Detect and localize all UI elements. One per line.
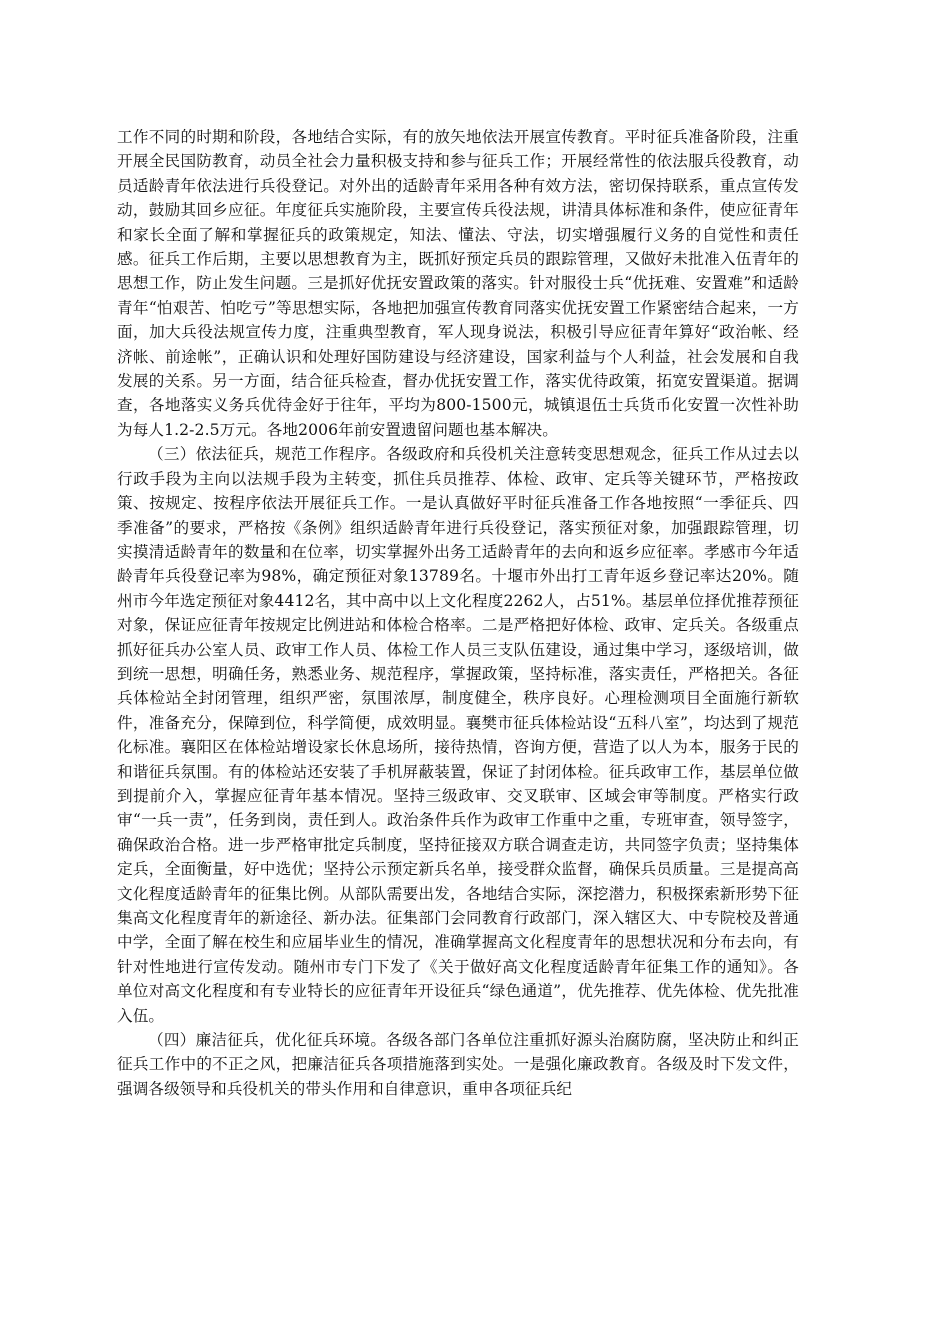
paragraph-continuation: 工作不同的时期和阶段，各地结合实际，有的放矢地依法开展宣传教育。平时征兵准备阶段，注重开展全民国防教育，动员全社会力量积极支持和参与征兵工作；开展经常性的依法服兵役教育，动员适龄青年依法进行兵役登记。对外出的适龄青年采用各种有效方法，密切保持联系，重点宣传发动，鼓励其回乡应征。年度征兵实施阶段，主要宣传兵役法规，讲清具体标准和条件，使应征青年和家长全面了解和掌握征兵的政策规定，知法、懂法、守法，切实增强履行义务的自觉性和责任感。征兵工作后期，主要以思想教育为主，既抓好预定兵员的跟踪管理，又做好未批准入伍青年的思想工作，防止发生问题。三是抓好优抚安置政策的落实。针对服役士兵“优抚难、安置难”和适龄青年“怕艰苦、怕吃亏”等思想实际，各地把加强宣传教育同落实优抚安置工作紧密结合起来，一方面，加大兵役法规宣传力度，注重典型教育，军人现身说法，积极引导应征青年算好“政治帐、经济帐、前途帐”，正确认识和处理好国防建设与经济建设，国家利益与个人利益，社会发展和自我发展的关系。另一方面，结合征兵检查，督办优抚安置工作，落实优待政策，拓宽安置渠道。据调查，各地落实义务兵优待金好于往年，平均为800-1500元，城镇退伍士兵货币化安置一次性补助为每人1.2-2.5万元。各地2006年前安置遗留问题也基本解决。 bbox=[117, 128, 799, 439]
document-body bbox=[117, 125, 799, 1101]
paragraph-section-four: （四）廉洁征兵，优化征兵环境。各级各部门各单位注重抓好源头治腐防腐，坚决防止和纠正征兵工作中的不正之风，把廉洁征兵各项措施落到实处。一是强化廉政教育。各级及时下发文件，强调各级领导和兵役机关的带头作用和自律意识，重申各项征兵纪 bbox=[117, 1031, 799, 1098]
paragraph-section-three: （三）依法征兵，规范工作程序。各级政府和兵役机关注意转变思想观念，征兵工作从过去以行政手段为主向以法规手段为主转变，抓住兵员推荐、体检、政审、定兵等关键环节，严格按政策、按规定、按程序依法开展征兵工作。一是认真做好平时征兵准备工作各地按照“一季征兵、四季准备”的要求，严格按《条例》组织适龄青年进行兵役登记，落实预征对象，加强跟踪管理，切实摸清适龄青年的数量和在位率，切实掌握外出务工适龄青年的去向和返乡应征率。孝感市今年适龄青年兵役登记率为98%，确定预征对象13789名。十堰市外出打工青年返乡登记率达20%。随州市今年选定预征对象4412名，其中高中以上文化程度2262人，占51%。基层单位择优推荐预征对象，保证应征青年按规定比例进站和体检合格率。二是严格把好体检、政审、定兵关。各级重点抓好征兵办公室人员、政审工作人员、体检工作人员三支队伍建设，通过集中学习，逐级培训，做到统一思想，明确任务，熟悉业务、规范程序，掌握政策，坚持标准，落实责任，严格把关。各征兵体检站全封闭管理，组织严密，氛围浓厚，制度健全，秩序良好。心理检测项目全面施行新软件，准备充分，保障到位，科学简便，成效明显。襄樊市征兵体检站设“五科八室”，均达到了规范化标准。襄阳区在体检站增设家长休息场所，接待热情，咨询方便，营造了以人为本，服务于民的和谐征兵氛围。有的体检站还安装了手机屏蔽装置，保证了封闭体检。征兵政审工作，基层单位做到提前介入，掌握应征青年基本情况。坚持三级政审、交叉联审、区域会审等制度。严格实行政审“一兵一责”，任务到岗，责任到人。政治条件兵作为政审工作重中之重，专班审查，领导签字，确保政治合格。进一步严格审批定兵制度，坚持征接双方联合调查走访，共同签字负责；坚持集体定兵，全面衡量，好中选优；坚持公示预定新兵名单，接受群众监督，确保兵员质量。三是提高高文化程度适龄青年的征集比例。从部队需要出发，各地结合实际，深挖潜力，积极探索新形势下征集高文化程度青年的新途径、新办法。征集部门会同教育行政部门，深入辖区大、中专院校及普通中学，全面了解在校生和应届毕业生的情况，准确掌握高文化程度青年的思想状况和分布去向，有针对性地进行宣传发动。随州市专门下发了《关于做好高文化程度适龄青年征集工作的通知》。各单位对高文化程度和有专业特长的应征青年开设征兵“绿色通道”，优先推荐、优先体检、优先批准入伍。 bbox=[117, 445, 799, 1025]
